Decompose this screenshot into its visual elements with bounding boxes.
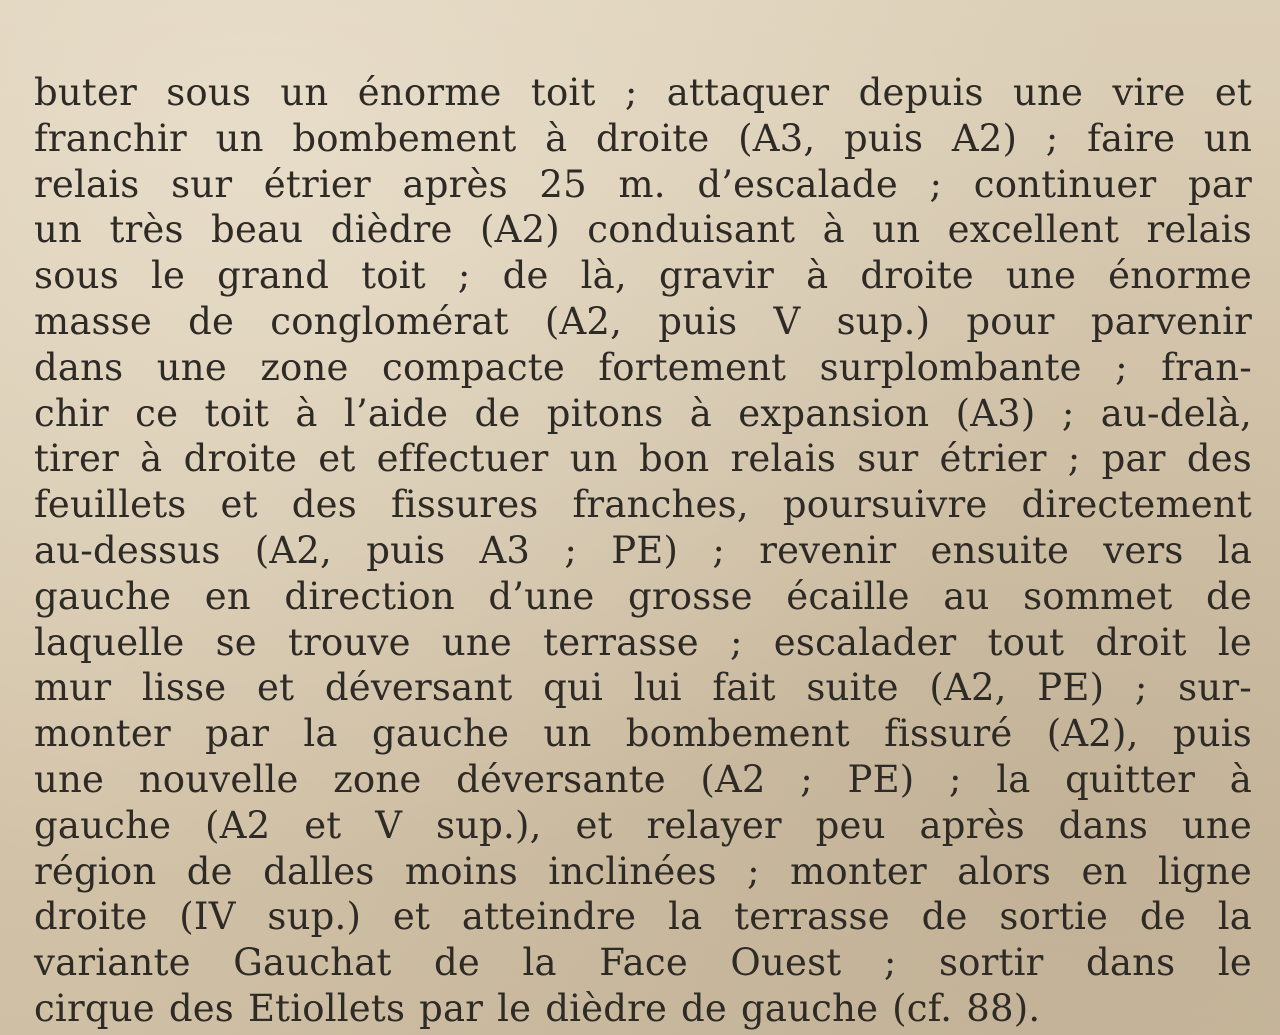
paragraph [34,70,1252,1032]
text-line: chir ce toit à l’aide de pitons à expansion (A3) ; au-delà, [34,391,1252,435]
text-line: feuillets et des fissures franches, poursuivre directement [34,483,1252,527]
text-line: gauche en direction d’une grosse écaille au sommet de [34,574,1252,618]
text-line: buter sous un énorme toit ; attaquer depuis une vire et [34,71,1252,114]
text-line: variante Gauchat de la Face Ouest ; sortir dans le [34,941,1252,985]
text-line: mur lisse et déversant qui lui fait suite (A2, PE) ; sur- [34,666,1252,710]
text-line: masse de conglomérat (A2, puis V sup.) pour parvenir [34,299,1252,343]
text-line: sous le grand toit ; de là, gravir à droite une énorme [34,254,1252,298]
text-line: gauche (A2 et V sup.), et relayer peu après dans une [34,803,1252,847]
text-line: un très beau dièdre (A2) conduisant à un excellent relais [34,208,1252,252]
text-line: dans une zone compacte fortement surplombante ; fran- [34,345,1252,389]
text-line: droite (IV sup.) et atteindre la terrasse de sortie de la [34,895,1252,939]
text-line: relais sur étrier après 25 m. d’escalade ; continuer par [34,162,1252,206]
text-line: une nouvelle zone déversante (A2 ; PE) ; la quitter à [34,757,1252,801]
text-line: monter par la gauche un bombement fissuré (A2), puis [34,712,1252,756]
text-line: franchir un bombement à droite (A3, puis A2) ; faire un [34,116,1252,160]
text-line: laquelle se trouve une terrasse ; escalader tout droit le [34,620,1252,664]
text-line: région de dalles moins inclinées ; monter alors en ligne [34,849,1252,893]
text-line: tirer à droite et effectuer un bon relais sur étrier ; par des [34,437,1252,481]
text-line: cirque des Etiollets par le dièdre de gauche (cf. 88). [34,986,1041,1030]
text-line: au-dessus (A2, puis A3 ; PE) ; revenir ensuite vers la [34,528,1252,572]
